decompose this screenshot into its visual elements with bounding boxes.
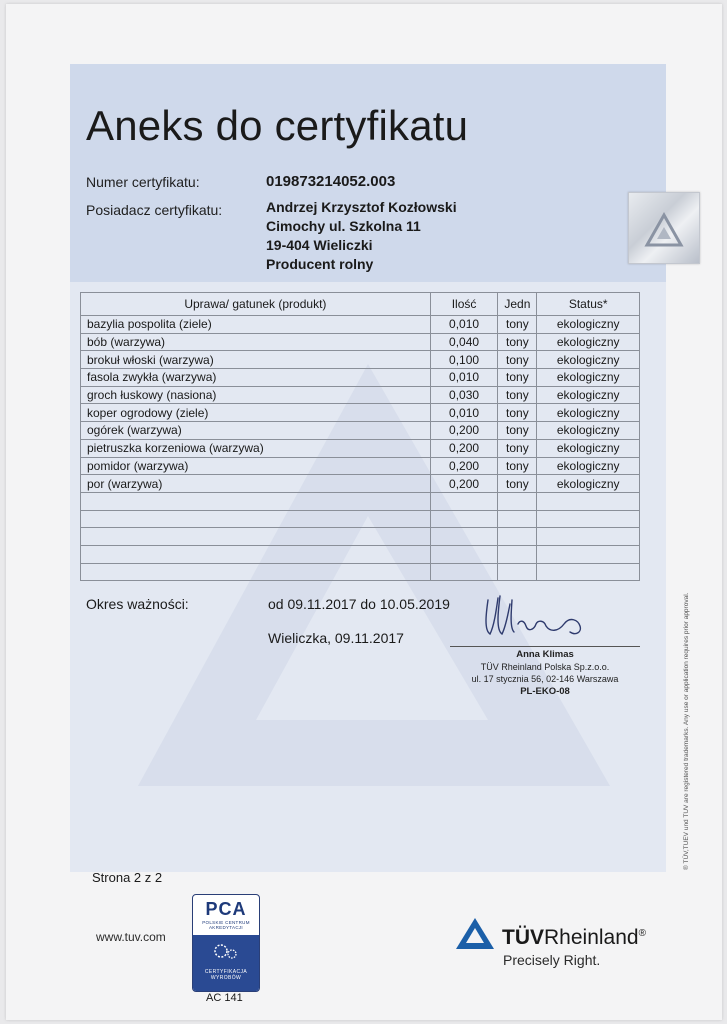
cell-product bbox=[81, 510, 431, 528]
cell-quantity: 0,200 bbox=[430, 475, 498, 493]
cell-unit: tony bbox=[498, 351, 537, 369]
cell-quantity: 0,010 bbox=[430, 369, 498, 387]
cell-unit: tony bbox=[498, 333, 537, 351]
tuv-claim: Precisely Right. bbox=[503, 952, 601, 968]
cell-unit: tony bbox=[498, 457, 537, 475]
cell-unit: tony bbox=[498, 439, 537, 457]
cell-status: ekologiczny bbox=[537, 386, 640, 404]
cell-product: pomidor (warzywa) bbox=[81, 457, 431, 475]
pca-logo-text: PCA bbox=[205, 899, 247, 919]
cell-product: por (warzywa) bbox=[81, 475, 431, 493]
table-row bbox=[81, 528, 640, 546]
cell-status: ekologiczny bbox=[537, 333, 640, 351]
cell-product bbox=[81, 545, 431, 563]
cell-quantity bbox=[430, 545, 498, 563]
cell-status: ekologiczny bbox=[537, 351, 640, 369]
cell-status bbox=[537, 510, 640, 528]
cell-quantity: 0,200 bbox=[430, 422, 498, 440]
cell-quantity: 0,030 bbox=[430, 386, 498, 404]
tuv-brand-reg: ® bbox=[638, 928, 646, 939]
header-quantity: Ilość bbox=[430, 293, 498, 316]
cell-quantity bbox=[430, 563, 498, 581]
signer-name: Anna Klimas bbox=[516, 649, 574, 660]
cell-status: ekologiczny bbox=[537, 457, 640, 475]
table-row bbox=[81, 404, 640, 422]
tuv-triangle-icon bbox=[454, 916, 496, 952]
cell-unit bbox=[498, 510, 537, 528]
cell-quantity bbox=[430, 492, 498, 510]
header-status: Status* bbox=[537, 293, 640, 316]
cell-product: bazylia pospolita (ziele) bbox=[81, 316, 431, 334]
cell-status bbox=[537, 545, 640, 563]
cell-quantity bbox=[430, 528, 498, 546]
cell-quantity: 0,010 bbox=[430, 316, 498, 334]
holder-city: 19-404 Wieliczki bbox=[266, 237, 373, 253]
cert-number: 019873214052.003 bbox=[266, 173, 396, 190]
cell-product: bób (warzywa) bbox=[81, 333, 431, 351]
validity-label: Okres ważności: bbox=[86, 596, 189, 612]
table-row bbox=[81, 475, 640, 493]
cell-quantity: 0,200 bbox=[430, 439, 498, 457]
trademark-note: ® TÜV,TUEV und TUV are registered trademarks. Any use or application requires prior approval. bbox=[683, 592, 690, 870]
holder-type: Producent rolny bbox=[266, 256, 374, 272]
signer-company: TÜV Rheinland Polska Sp.z.o.o. bbox=[480, 662, 610, 672]
cell-unit: tony bbox=[498, 369, 537, 387]
holder-street: Cimochy ul. Szkolna 11 bbox=[266, 218, 421, 234]
cell-product: ogórek (warzywa) bbox=[81, 422, 431, 440]
cell-status: ekologiczny bbox=[537, 475, 640, 493]
cert-number-label: Numer certyfikatu: bbox=[86, 174, 200, 190]
signature bbox=[478, 586, 598, 646]
page-title: Aneks do certyfikatu bbox=[86, 102, 469, 149]
table-row bbox=[81, 386, 640, 404]
tuv-brand-rest: Rheinland bbox=[544, 926, 639, 949]
header-product: Uprawa/ gatunek (produkt) bbox=[81, 293, 431, 316]
cell-product: koper ogrodowy (ziele) bbox=[81, 404, 431, 422]
table-row bbox=[81, 369, 640, 387]
cell-status bbox=[537, 528, 640, 546]
pca-sub-1: POLSKIE CENTRUM bbox=[202, 920, 250, 925]
signature-line bbox=[450, 646, 640, 647]
pca-cert-1: CERTYFIKACJA bbox=[204, 969, 248, 975]
cell-product: fasola zwykła (warzywa) bbox=[81, 369, 431, 387]
pca-cert-2: WYROBÓW bbox=[210, 975, 242, 981]
table-row bbox=[81, 492, 640, 510]
cell-status: ekologiczny bbox=[537, 316, 640, 334]
cell-product bbox=[81, 492, 431, 510]
table-row bbox=[81, 316, 640, 334]
cell-product: groch łuskowy (nasiona) bbox=[81, 386, 431, 404]
cell-unit: tony bbox=[498, 475, 537, 493]
cell-status bbox=[537, 563, 640, 581]
holder-label: Posiadacz certyfikatu: bbox=[86, 202, 223, 218]
cell-quantity: 0,040 bbox=[430, 333, 498, 351]
pca-badge bbox=[193, 935, 259, 991]
page-number: Strona 2 z 2 bbox=[92, 870, 163, 885]
cell-unit bbox=[498, 492, 537, 510]
holder-name: Andrzej Krzysztof Kozłowski bbox=[266, 199, 457, 215]
table-row bbox=[81, 457, 640, 475]
cell-unit bbox=[498, 545, 537, 563]
cell-unit: tony bbox=[498, 386, 537, 404]
cell-quantity: 0,010 bbox=[430, 404, 498, 422]
tuv-brand-bold: TÜV bbox=[502, 926, 544, 949]
cell-unit bbox=[498, 563, 537, 581]
pca-sub-2: AKREDYTACJI bbox=[209, 925, 243, 930]
validity-range: od 09.11.2017 do 10.05.2019 bbox=[268, 596, 450, 612]
website-link[interactable]: www.tuv.com bbox=[96, 930, 166, 944]
tuv-brand bbox=[502, 926, 646, 950]
cell-unit bbox=[498, 528, 537, 546]
cell-product bbox=[81, 563, 431, 581]
cell-status: ekologiczny bbox=[537, 439, 640, 457]
table-row bbox=[81, 510, 640, 528]
signer-code: PL-EKO-08 bbox=[520, 686, 570, 697]
cell-quantity: 0,200 bbox=[430, 457, 498, 475]
cell-unit: tony bbox=[498, 404, 537, 422]
signer-block bbox=[440, 648, 650, 698]
hologram-seal-icon bbox=[628, 192, 700, 264]
cell-status: ekologiczny bbox=[537, 404, 640, 422]
table-row bbox=[81, 351, 640, 369]
cell-status: ekologiczny bbox=[537, 422, 640, 440]
place-date: Wieliczka, 09.11.2017 bbox=[268, 630, 404, 646]
header-unit: Jedn bbox=[498, 293, 537, 316]
cell-status: ekologiczny bbox=[537, 369, 640, 387]
table-row bbox=[81, 563, 640, 581]
table-row bbox=[81, 545, 640, 563]
cell-unit: tony bbox=[498, 316, 537, 334]
cell-status bbox=[537, 492, 640, 510]
table-row bbox=[81, 439, 640, 457]
signer-address: ul. 17 stycznia 56, 02-146 Warszawa bbox=[471, 674, 619, 684]
table-row bbox=[81, 333, 640, 351]
cell-product: pietruszka korzeniowa (warzywa) bbox=[81, 439, 431, 457]
table-row bbox=[81, 422, 640, 440]
product-table bbox=[80, 292, 640, 581]
gears-icon bbox=[193, 935, 259, 965]
cell-product bbox=[81, 528, 431, 546]
cell-quantity: 0,100 bbox=[430, 351, 498, 369]
accreditation-number: AC 141 bbox=[206, 992, 243, 1004]
table-body bbox=[81, 316, 640, 581]
cell-unit: tony bbox=[498, 422, 537, 440]
cell-quantity bbox=[430, 510, 498, 528]
table-header-row bbox=[81, 293, 640, 316]
pca-logo bbox=[192, 894, 260, 992]
cell-product: brokuł włoski (warzywa) bbox=[81, 351, 431, 369]
